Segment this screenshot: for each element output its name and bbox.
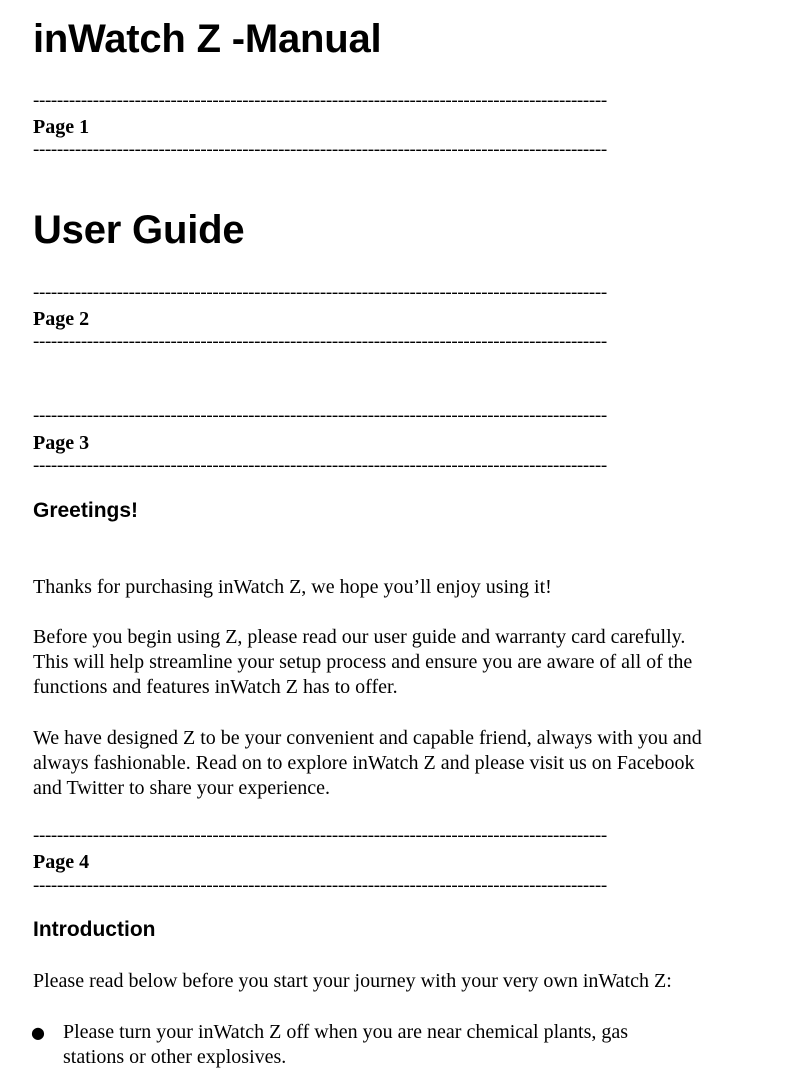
introduction-paragraph: Please read below before you start your journey with your very own inWatch Z: [33,970,672,992]
paragraph-line: We have designed Z to be your convenient and capable friend, always with you and [33,727,702,749]
bullet-icon: ● [31,1023,45,1042]
paragraph-line: This will help streamline your setup process and ensure you are aware of all of the [33,651,693,673]
divider-line: ------------------------------------------------------------------------------------------------ [33,456,607,476]
bullet-line: Please turn your inWatch Z off when you are near chemical plants, gas [63,1021,629,1043]
divider-line: ------------------------------------------------------------------------------------------------ [33,283,607,303]
page-label-4: Page 4 [33,851,90,873]
paragraph-line: functions and features inWatch Z has to offer. [33,676,398,698]
document-title: inWatch Z -Manual [33,17,382,61]
user-guide-heading: User Guide [33,208,245,252]
divider-line: ------------------------------------------------------------------------------------------------ [33,91,607,111]
greetings-heading: Greetings! [33,499,139,522]
divider-line: ------------------------------------------------------------------------------------------------ [33,876,607,896]
divider-line: ------------------------------------------------------------------------------------------------ [33,140,607,160]
paragraph-line: and Twitter to share your experience. [33,777,331,799]
divider-line: ------------------------------------------------------------------------------------------------ [33,406,607,426]
paragraph-line: always fashionable. Read on to explore inWatch Z and please visit us on Facebook [33,752,695,774]
list-item [0,1020,790,1070]
introduction-bullet-list [0,1020,790,1070]
page-label-2: Page 2 [33,308,90,330]
bullet-line: stations or other explosives. [63,1046,287,1068]
introduction-heading: Introduction [33,918,156,941]
paragraph-line: Before you begin using Z, please read our user guide and warranty card carefully. [33,626,686,648]
page-label-3: Page 3 [33,432,90,454]
divider-line: ------------------------------------------------------------------------------------------------ [33,826,607,846]
page-label-1: Page 1 [33,116,90,138]
divider-line: ------------------------------------------------------------------------------------------------ [33,332,607,352]
greetings-paragraph-1: Thanks for purchasing inWatch Z, we hope you’ll enjoy using it! [33,576,552,598]
greetings-paragraph-3 [33,726,702,801]
greetings-paragraph-2 [33,625,692,700]
